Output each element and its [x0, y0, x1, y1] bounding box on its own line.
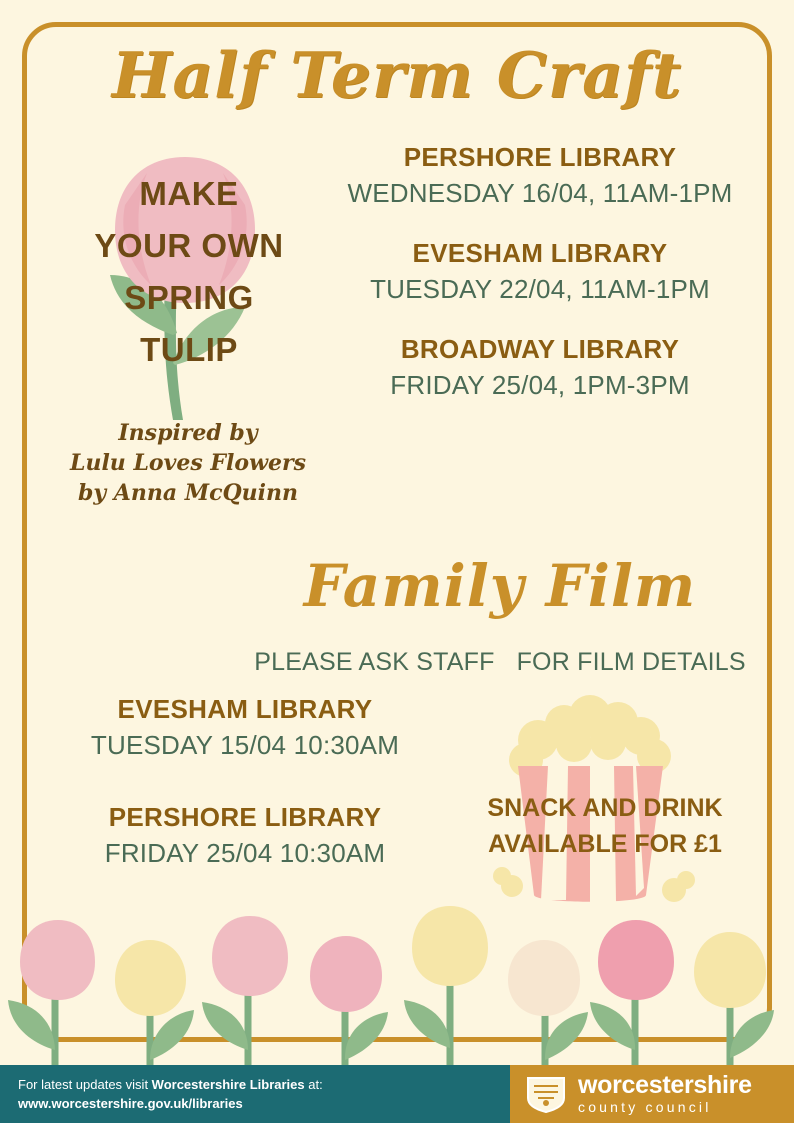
- footer-line-1-bold: Worcestershire Libraries: [151, 1077, 305, 1092]
- film-event-item: [30, 800, 460, 872]
- event-venue: EVESHAM LIBRARY: [412, 238, 668, 268]
- footer-line-1-prefix: For latest updates visit: [18, 1077, 152, 1092]
- inspired-line-1: Inspired by: [118, 420, 258, 446]
- event-datetime: FRIDAY 25/04, 1PM-3PM: [390, 370, 690, 400]
- film-event-list: [30, 692, 460, 908]
- footer-contact: [0, 1075, 323, 1113]
- craft-headline-line-3: SPRING: [124, 279, 254, 316]
- craft-event-item: [300, 332, 780, 404]
- footer-line-1: [18, 1075, 323, 1094]
- craft-headline-line-2: YOUR OWN: [94, 227, 284, 264]
- council-wordmark: [578, 1070, 752, 1116]
- film-note-right: FOR FILM DETAILS: [516, 648, 746, 676]
- event-datetime: TUESDAY 22/04, 11AM-1PM: [370, 274, 710, 304]
- snack-line-1: SNACK AND DRINK: [487, 794, 723, 822]
- film-event-item: [30, 692, 460, 764]
- craft-event-item: [300, 140, 780, 212]
- inspired-line-2: Lulu Loves Flowers: [69, 450, 306, 476]
- council-crest-icon: [524, 1074, 568, 1114]
- craft-headline-line-4: TULIP: [140, 331, 238, 368]
- council-name-line-2: county council: [578, 1098, 712, 1115]
- council-name-line-1: worcestershire: [578, 1070, 752, 1099]
- tulip-border-illustration: [0, 900, 794, 1070]
- council-logo: [510, 1065, 794, 1123]
- film-details-note: [210, 648, 790, 677]
- craft-event-list: [300, 140, 780, 428]
- event-datetime: WEDNESDAY 16/04, 11AM-1PM: [347, 178, 733, 208]
- craft-headline: [58, 168, 320, 376]
- event-datetime: TUESDAY 15/04 10:30AM: [90, 730, 400, 760]
- event-venue: BROADWAY LIBRARY: [400, 334, 680, 364]
- snack-info: [440, 790, 770, 862]
- inspired-by-credit: [48, 418, 328, 508]
- craft-headline-line-1: MAKE: [139, 175, 239, 212]
- footer-website-link[interactable]: www.worcestershire.gov.uk/libraries: [18, 1096, 243, 1111]
- inspired-line-3: by Anna McQuinn: [77, 480, 299, 506]
- event-venue: EVESHAM LIBRARY: [117, 694, 373, 724]
- snack-line-2: AVAILABLE FOR £1: [488, 830, 722, 858]
- page-title: Half Term Craft: [111, 38, 683, 112]
- family-film-title: Family Film: [303, 552, 697, 620]
- event-venue: PERSHORE LIBRARY: [403, 142, 677, 172]
- event-datetime: FRIDAY 25/04 10:30AM: [104, 838, 386, 868]
- footer-line-1-suffix: at:: [304, 1077, 323, 1092]
- film-note-left: PLEASE ASK STAFF: [254, 648, 495, 676]
- footer-bar: [0, 1065, 794, 1123]
- craft-event-item: [300, 236, 780, 308]
- event-venue: PERSHORE LIBRARY: [108, 802, 382, 832]
